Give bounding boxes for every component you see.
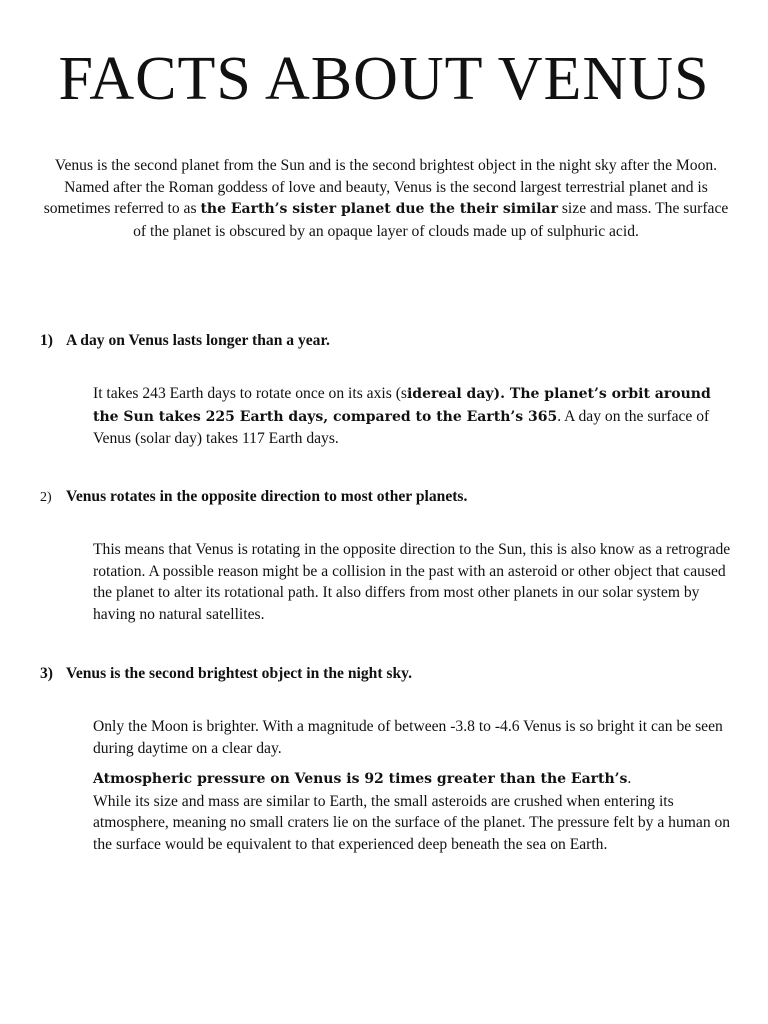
fact-3-heading	[40, 665, 412, 683]
fact-1-paragraph	[93, 383, 733, 450]
fact-2-paragraph: This means that Venus is rotating in the opposite direction to the Sun, this is also know as a retrograde rotation. A possible reason might be a collision in the past with an asteroid or other object that caused the planet to alter its rotational path. It also differs from most other planets in our solar system by having no natural satellites.	[93, 541, 731, 623]
fact-1-heading	[40, 332, 330, 350]
fact-2-heading-text: Venus rotates in the opposite direction to most other planets.	[66, 488, 468, 505]
fact-3-paragraph: Only the Moon is brighter. With a magnitude of between -3.8 to -4.6 Venus is so bright it can be seen during daytime on a clear day.	[93, 718, 723, 757]
fact-1-heading-text: A day on Venus lasts longer than a year.	[66, 332, 330, 349]
intro-text-2: size and mass. The surface of the planet is obscured by an opaque layer of clouds made up of sulphuric acid.	[133, 200, 729, 240]
fact-1-text-2: . A day on the surface of Venus (solar day) takes 117 Earth days.	[93, 407, 710, 447]
fact-1-number: 1)	[40, 332, 53, 349]
fact-2-heading	[40, 488, 467, 506]
fact-1-text-1: It takes 243 Earth days to rotate once on its axis (s	[93, 385, 407, 402]
pressure-section	[93, 768, 733, 855]
intro-bold-text: the Earth’s sister planet due the their similar	[200, 201, 558, 217]
pressure-subheading: Atmospheric pressure on Venus is 92 times greater than the Earth’s	[93, 771, 628, 787]
fact-3-number: 3)	[40, 665, 53, 682]
page-title: FACTS ABOUT VENUS	[58, 45, 710, 113]
fact-1-bold-text: idereal day). The planet’s orbit around the Sun takes 225 Earth days, compared to the Earth’s 365	[93, 386, 711, 425]
fact-2-number: 2)	[40, 490, 52, 505]
intro-paragraph	[36, 155, 736, 242]
pressure-paragraph: While its size and mass are similar to Earth, the small asteroids are crushed when entering its atmosphere, meaning no small craters lie on the surface of the planet. The pressure felt by a human on the surface would be equivalent to that experienced deep beneath the sea on Earth.	[93, 792, 731, 853]
fact-3-heading-text: Venus is the second brightest object in the night sky.	[66, 665, 412, 682]
pressure-subheading-end: .	[627, 770, 632, 787]
intro-text-1: Venus is the second planet from the Sun and is the second brightest object in the night sky after the Moon. Named after the Roman goddess of love and beauty, Venus is the second largest terrestrial planet and is sometimes referred to as	[43, 157, 718, 217]
